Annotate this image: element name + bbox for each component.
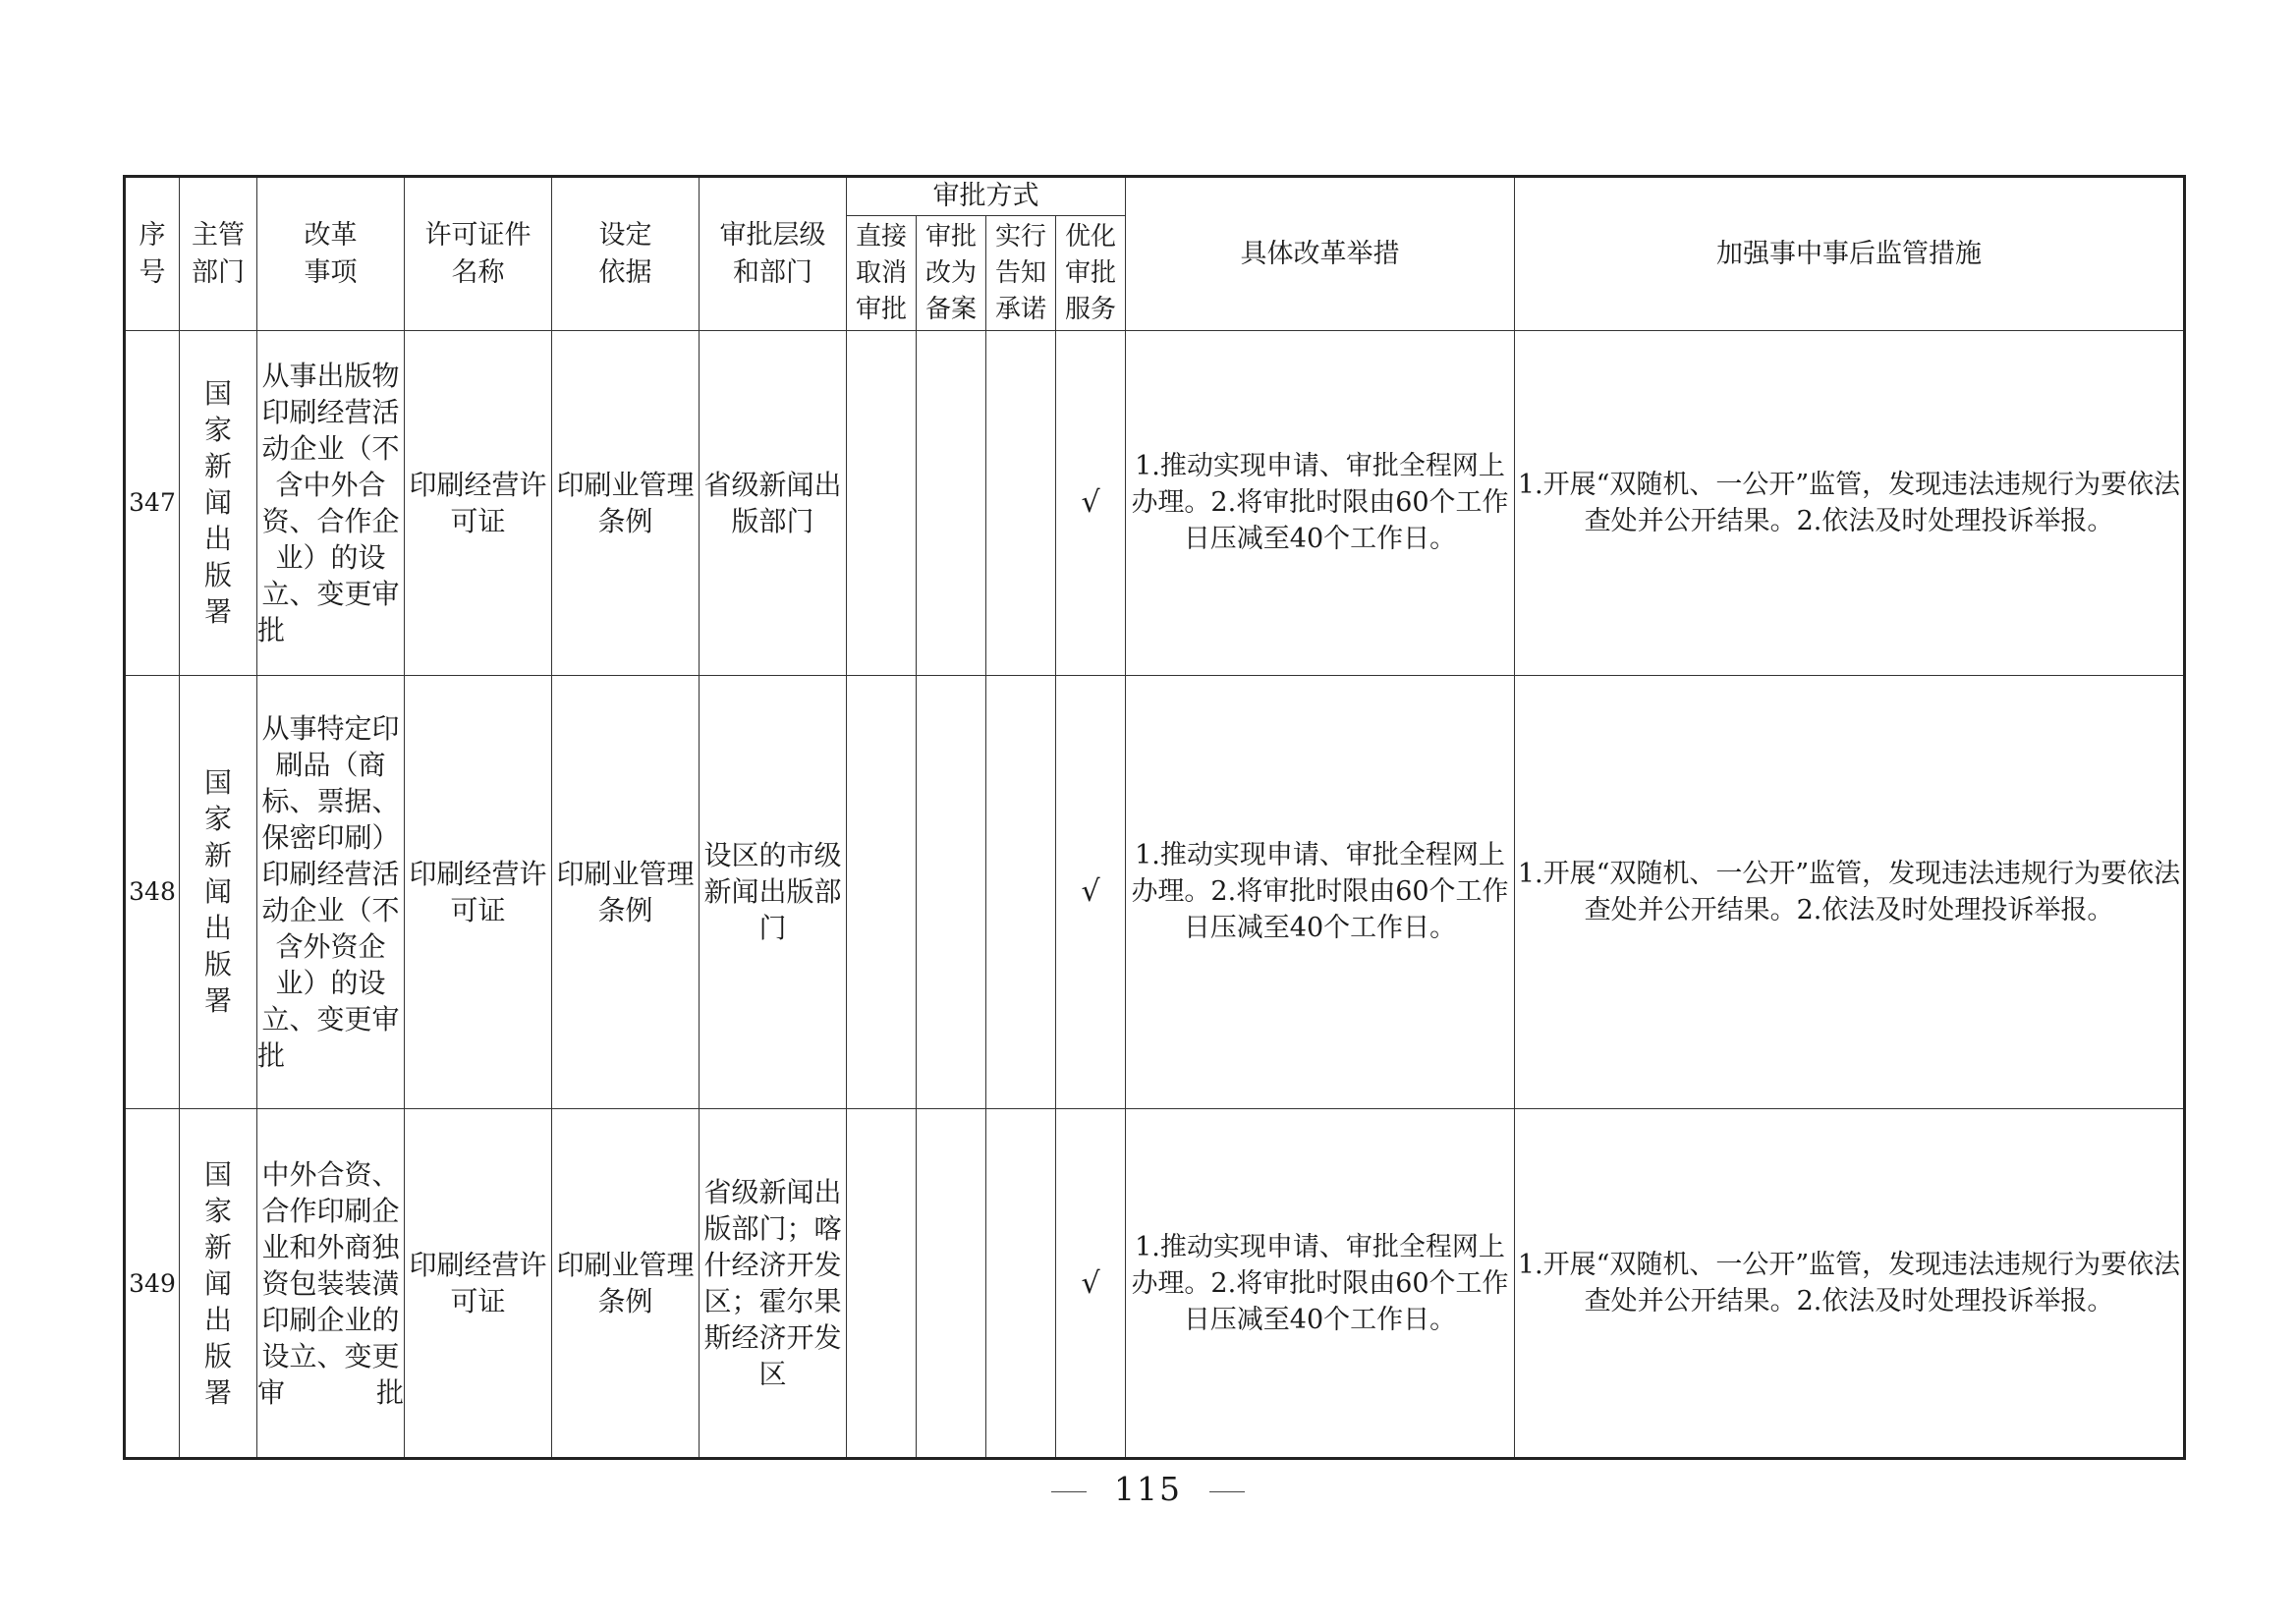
row-level: 省级新闻出版部门；喀什经济开发区；霍尔果斯经济开发区 [700, 1109, 847, 1459]
row-supervision: 1.开展“双随机、一公开”监管，发现违法违规行为要依法查处并公开结果。2.依法及时处理投诉举报。 [1515, 1109, 2185, 1459]
row-item: 从事特定印刷品（商标、票据、保密印刷）印刷经营活动企业（不含外资企业）的设立、变更审批 [257, 675, 405, 1108]
row-dept: 国家新闻出版署 [180, 331, 257, 676]
row-method-cancel [847, 675, 917, 1108]
header-dept: 主管部门 [180, 177, 257, 331]
header-basis: 设定依据 [552, 177, 700, 331]
row-level: 省级新闻出版部门 [700, 331, 847, 676]
row-basis: 印刷业管理条例 [552, 331, 700, 676]
row-level: 设区的市级新闻出版部门 [700, 675, 847, 1108]
row-seq: 349 [125, 1109, 180, 1459]
row-method-notify [986, 331, 1056, 676]
header-measures: 具体改革举措 [1126, 177, 1515, 331]
header-method-optimize: 优化审批服务 [1056, 216, 1126, 331]
row-method-optimize-check: √ [1056, 331, 1126, 676]
row-method-optimize-check: √ [1056, 675, 1126, 1108]
row-dept: 国家新闻出版署 [180, 1109, 257, 1459]
footer-dash-right [1209, 1491, 1245, 1492]
header-method-cancel: 直接取消审批 [847, 216, 917, 331]
row-method-filing [917, 675, 986, 1108]
header-supervision: 加强事中事后监管措施 [1515, 177, 2185, 331]
header-item: 改革事项 [257, 177, 405, 331]
row-method-notify [986, 1109, 1056, 1459]
row-method-notify [986, 675, 1056, 1108]
row-license: 印刷经营许可证 [405, 675, 552, 1108]
row-dept: 国家新闻出版署 [180, 675, 257, 1108]
header-method-filing: 审批改为备案 [917, 216, 986, 331]
row-basis: 印刷业管理条例 [552, 675, 700, 1108]
row-license: 印刷经营许可证 [405, 331, 552, 676]
header-license: 许可证件名称 [405, 177, 552, 331]
row-supervision: 1.开展“双随机、一公开”监管，发现违法违规行为要依法查处并公开结果。2.依法及时处理投诉举报。 [1515, 331, 2185, 676]
table-row [125, 331, 2185, 676]
footer-dash-left [1051, 1491, 1087, 1492]
page-number: 115 [1114, 1470, 1182, 1508]
reform-table [123, 175, 2186, 1460]
row-method-filing [917, 1109, 986, 1459]
row-basis: 印刷业管理条例 [552, 1109, 700, 1459]
row-supervision: 1.开展“双随机、一公开”监管，发现违法违规行为要依法查处并公开结果。2.依法及时处理投诉举报。 [1515, 675, 2185, 1108]
row-method-cancel [847, 1109, 917, 1459]
page-footer [0, 1470, 2296, 1508]
row-measures: 1.推动实现申请、审批全程网上办理。2.将审批时限由60个工作日压减至40个工作日。 [1126, 1109, 1515, 1459]
row-license: 印刷经营许可证 [405, 1109, 552, 1459]
header-level: 审批层级和部门 [700, 177, 847, 331]
header-method-group: 审批方式 [847, 177, 1126, 216]
table-row [125, 675, 2185, 1108]
row-item: 从事出版物印刷经营活动企业（不含中外合资、合作企业）的设立、变更审批 [257, 331, 405, 676]
table-row [125, 1109, 2185, 1459]
row-seq: 347 [125, 331, 180, 676]
row-method-cancel [847, 331, 917, 676]
row-item: 中外合资、合作印刷企业和外商独资包装装潢印刷企业的设立、变更审批 [257, 1109, 405, 1459]
row-measures: 1.推动实现申请、审批全程网上办理。2.将审批时限由60个工作日压减至40个工作日。 [1126, 331, 1515, 676]
row-seq: 348 [125, 675, 180, 1108]
header-method-notify: 实行告知承诺 [986, 216, 1056, 331]
row-method-filing [917, 331, 986, 676]
row-measures: 1.推动实现申请、审批全程网上办理。2.将审批时限由60个工作日压减至40个工作日。 [1126, 675, 1515, 1108]
row-method-optimize-check: √ [1056, 1109, 1126, 1459]
header-seq: 序号 [125, 177, 180, 331]
